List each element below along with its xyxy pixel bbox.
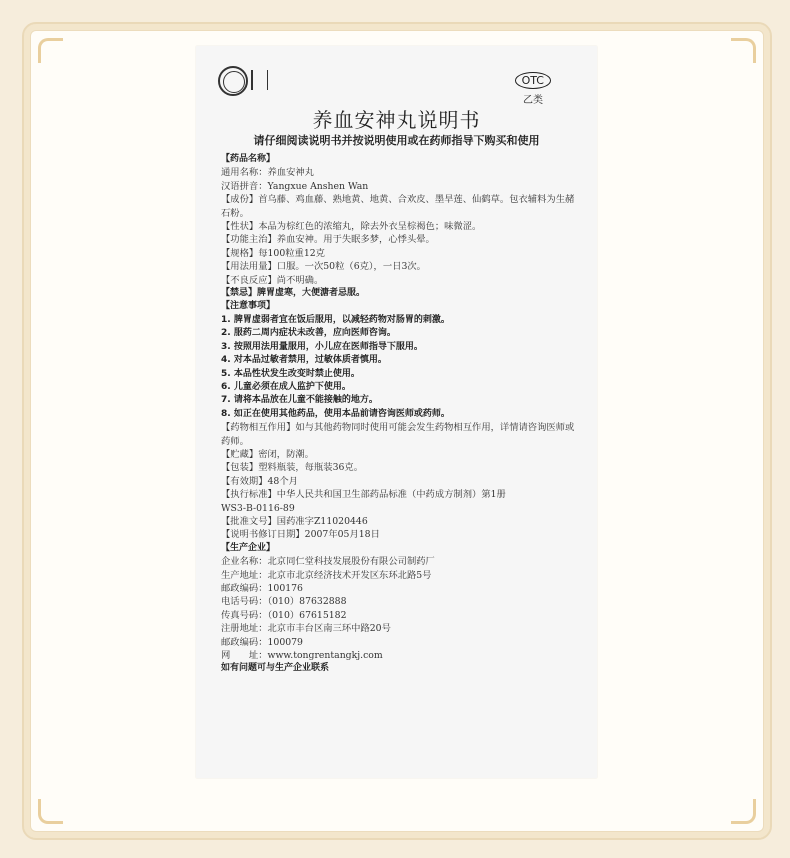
- page-subtitle: 请仔细阅读说明书并按说明使用或在药师指导下购买和使用: [253, 134, 540, 147]
- manufacturer-line: 生产地址：北京市北京经济技术开发区东环北路5号: [221, 569, 432, 581]
- otc-badge: OTC: [515, 72, 551, 89]
- ingredients: 【成份】首乌藤、鸡血藤、熟地黄、地黄、合欢皮、墨旱莲、仙鹤草。包衣辅料为生赭石粉。: [221, 194, 575, 219]
- page-title: 养血安神丸说明书: [312, 108, 481, 132]
- otc-class-label: 乙类: [523, 95, 543, 106]
- list-item: 8. 如正在使用其他药品，使用本品前请咨询医师或药师。: [221, 408, 450, 419]
- adverse-reactions: 【不良反应】尚不明确。: [221, 274, 324, 286]
- approval-number: 【批准文号】国药准字Z11020446: [221, 515, 368, 527]
- brand-mark-icon: [251, 70, 268, 90]
- standard-code: WS3-B-0116-89: [221, 502, 295, 514]
- manufacturer-line: 邮政编码：100079: [221, 636, 303, 648]
- validity: 【有效期】48个月: [221, 475, 298, 487]
- list-item: 2. 服药二周内症状未改善，应向医师咨询。: [221, 328, 396, 339]
- list-item: 3. 按照用法用量服用，小儿应在医师指导下服用。: [221, 341, 423, 352]
- footer-note: 如有问题可与生产企业联系: [221, 663, 330, 674]
- dosage: 【用法用量】口服。一次50粒（6克），一日3次。: [221, 261, 426, 273]
- revision-date: 【说明书修订日期】2007年05月18日: [221, 529, 380, 541]
- manufacturer-line: 企业名称：北京同仁堂科技发展股份有限公司制药厂: [221, 556, 435, 568]
- indications: 【功能主治】养血安神。用于失眠多梦，心悸头晕。: [221, 234, 435, 246]
- frame-corner-ornament: [38, 38, 63, 63]
- packaging: 【包装】塑料瓶装，每瓶装36克。: [221, 462, 363, 474]
- manufacturer-line: 邮政编码：100176: [221, 583, 303, 594]
- instruction-leaflet: [196, 46, 597, 778]
- brand-seal-icon: [218, 66, 248, 96]
- manufacturer-line: 网 址：www.tongrentangkj.com: [221, 650, 383, 662]
- manufacturer-line: 传真号码：（010）67615182: [221, 609, 347, 621]
- section-heading-precautions: 【注意事项】: [221, 301, 276, 312]
- frame-corner-ornament: [731, 38, 756, 63]
- list-item: 1. 脾胃虚弱者宜在饭后服用，以减轻药物对肠胃的刺激。: [221, 314, 450, 325]
- drug-interactions: 【药物相互作用】如与其他药物同时使用可能会发生药物相互作用，详情请咨询医师或药师。: [221, 422, 575, 447]
- generic-name: 通用名称：养血安神丸: [221, 167, 314, 179]
- list-item: 4. 对本品过敏者禁用，过敏体质者慎用。: [221, 355, 387, 366]
- storage: 【贮藏】密闭，防潮。: [221, 448, 314, 460]
- leaflet-body: [221, 153, 579, 676]
- section-heading-manufacturer: 【生产企业】: [221, 542, 276, 553]
- description: 【性状】本品为棕红色的浓缩丸，除去外衣呈棕褐色；味微涩。: [221, 221, 482, 233]
- manufacturer-line: 注册地址：北京市丰台区南三环中路20号: [221, 623, 391, 635]
- pinyin-name: 汉语拼音：Yangxue Anshen Wan: [221, 180, 369, 192]
- contraindications: 【禁忌】脾胃虚寒，大便溏者忌服。: [221, 288, 366, 299]
- specification: 【规格】每100粒重12克: [221, 247, 325, 259]
- execution-standard: 【执行标准】中华人民共和国卫生部药品标准（中药成方制剂）第1册: [221, 489, 506, 501]
- frame-corner-ornament: [38, 799, 63, 824]
- frame-corner-ornament: [731, 799, 756, 824]
- list-item: 6. 儿童必须在成人监护下使用。: [221, 381, 351, 392]
- list-item: 7. 请将本品放在儿童不能接触的地方。: [221, 395, 378, 406]
- section-heading-drug-name: 【药品名称】: [221, 154, 276, 164]
- manufacturer-line: 电话号码：（010）87632888: [221, 596, 347, 608]
- list-item: 5. 本品性状发生改变时禁止使用。: [221, 368, 360, 379]
